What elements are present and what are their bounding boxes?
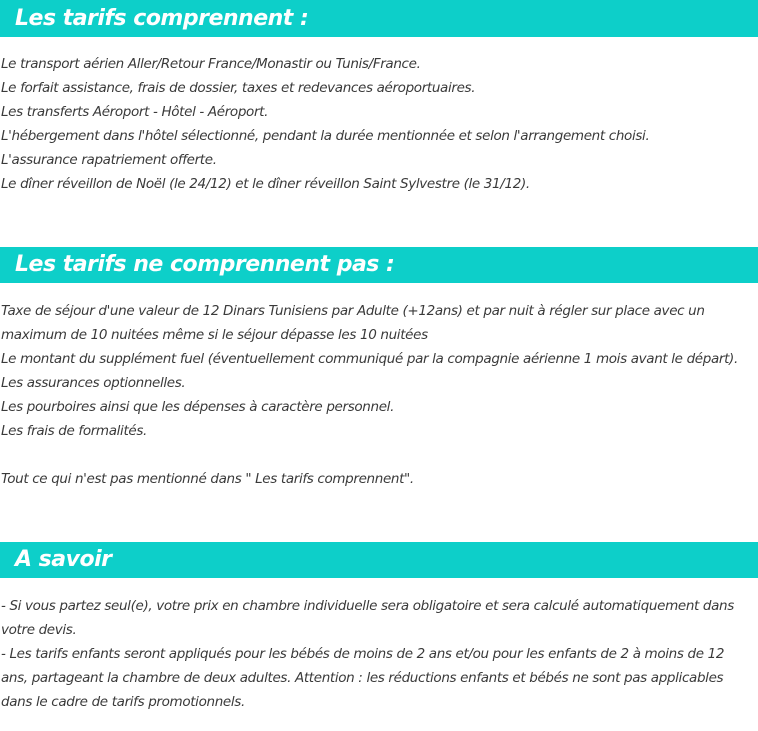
list-item: L'assurance rapatriement offerte. bbox=[1, 152, 217, 168]
section-title: Les tarifs comprennent : bbox=[15, 6, 309, 31]
blank-line bbox=[1, 443, 753, 467]
list-item: Les frais de formalités. bbox=[1, 423, 147, 439]
section-body-tarifs-ne-comprennent-pas bbox=[1, 299, 753, 491]
section-title: Les tarifs ne comprennent pas : bbox=[15, 252, 395, 277]
list-item: Le forfait assistance, frais de dossier, taxes et redevances aéroportuaires. bbox=[1, 80, 476, 96]
list-item: Taxe de séjour d'une valeur de 12 Dinars Tunisiens par Adulte (+12ans) et par nuit à régler sur place avec un maximum de 10 nuitées même si le séjour dépasse les 10 nuitées bbox=[1, 303, 705, 343]
section-header-a-savoir bbox=[0, 542, 758, 578]
section-body-a-savoir bbox=[1, 594, 753, 714]
list-item: Les transferts Aéroport - Hôtel - Aéroport. bbox=[1, 104, 269, 120]
list-item: - Si vous partez seul(e), votre prix en chambre individuelle sera obligatoire et sera calculé automatiquement dans votre devis. bbox=[1, 598, 734, 638]
list-item: Le montant du supplément fuel (éventuellement communiqué par la compagnie aérienne 1 mois avant le départ). bbox=[1, 351, 738, 367]
list-item: - Les tarifs enfants seront appliqués pour les bébés de moins de 2 ans et/ou pour les enfants de 2 à moins de 12 ans, partageant la chambre de deux adultes. Attention : les réductions enfants et bébés ne sont pas applicables dans le cadre de tarifs promotionnels. bbox=[1, 646, 725, 710]
section-body-tarifs-comprennent bbox=[1, 52, 753, 196]
list-item: Les assurances optionnelles. bbox=[1, 375, 186, 391]
list-item: L'hébergement dans l'hôtel sélectionné, pendant la durée mentionnée et selon l'arrangement choisi. bbox=[1, 128, 650, 144]
section-title: A savoir bbox=[15, 547, 112, 572]
list-item: Le transport aérien Aller/Retour France/Monastir ou Tunis/France. bbox=[1, 56, 421, 72]
list-item: Le dîner réveillon de Noël (le 24/12) et le dîner réveillon Saint Sylvestre (le 31/12). bbox=[1, 176, 530, 192]
list-item: Tout ce qui n'est pas mentionné dans " Les tarifs comprennent". bbox=[1, 471, 414, 487]
list-item: Les pourboires ainsi que les dépenses à caractère personnel. bbox=[1, 399, 395, 415]
section-header-tarifs-ne-comprennent-pas bbox=[0, 247, 758, 283]
section-header-tarifs-comprennent bbox=[0, 0, 758, 37]
